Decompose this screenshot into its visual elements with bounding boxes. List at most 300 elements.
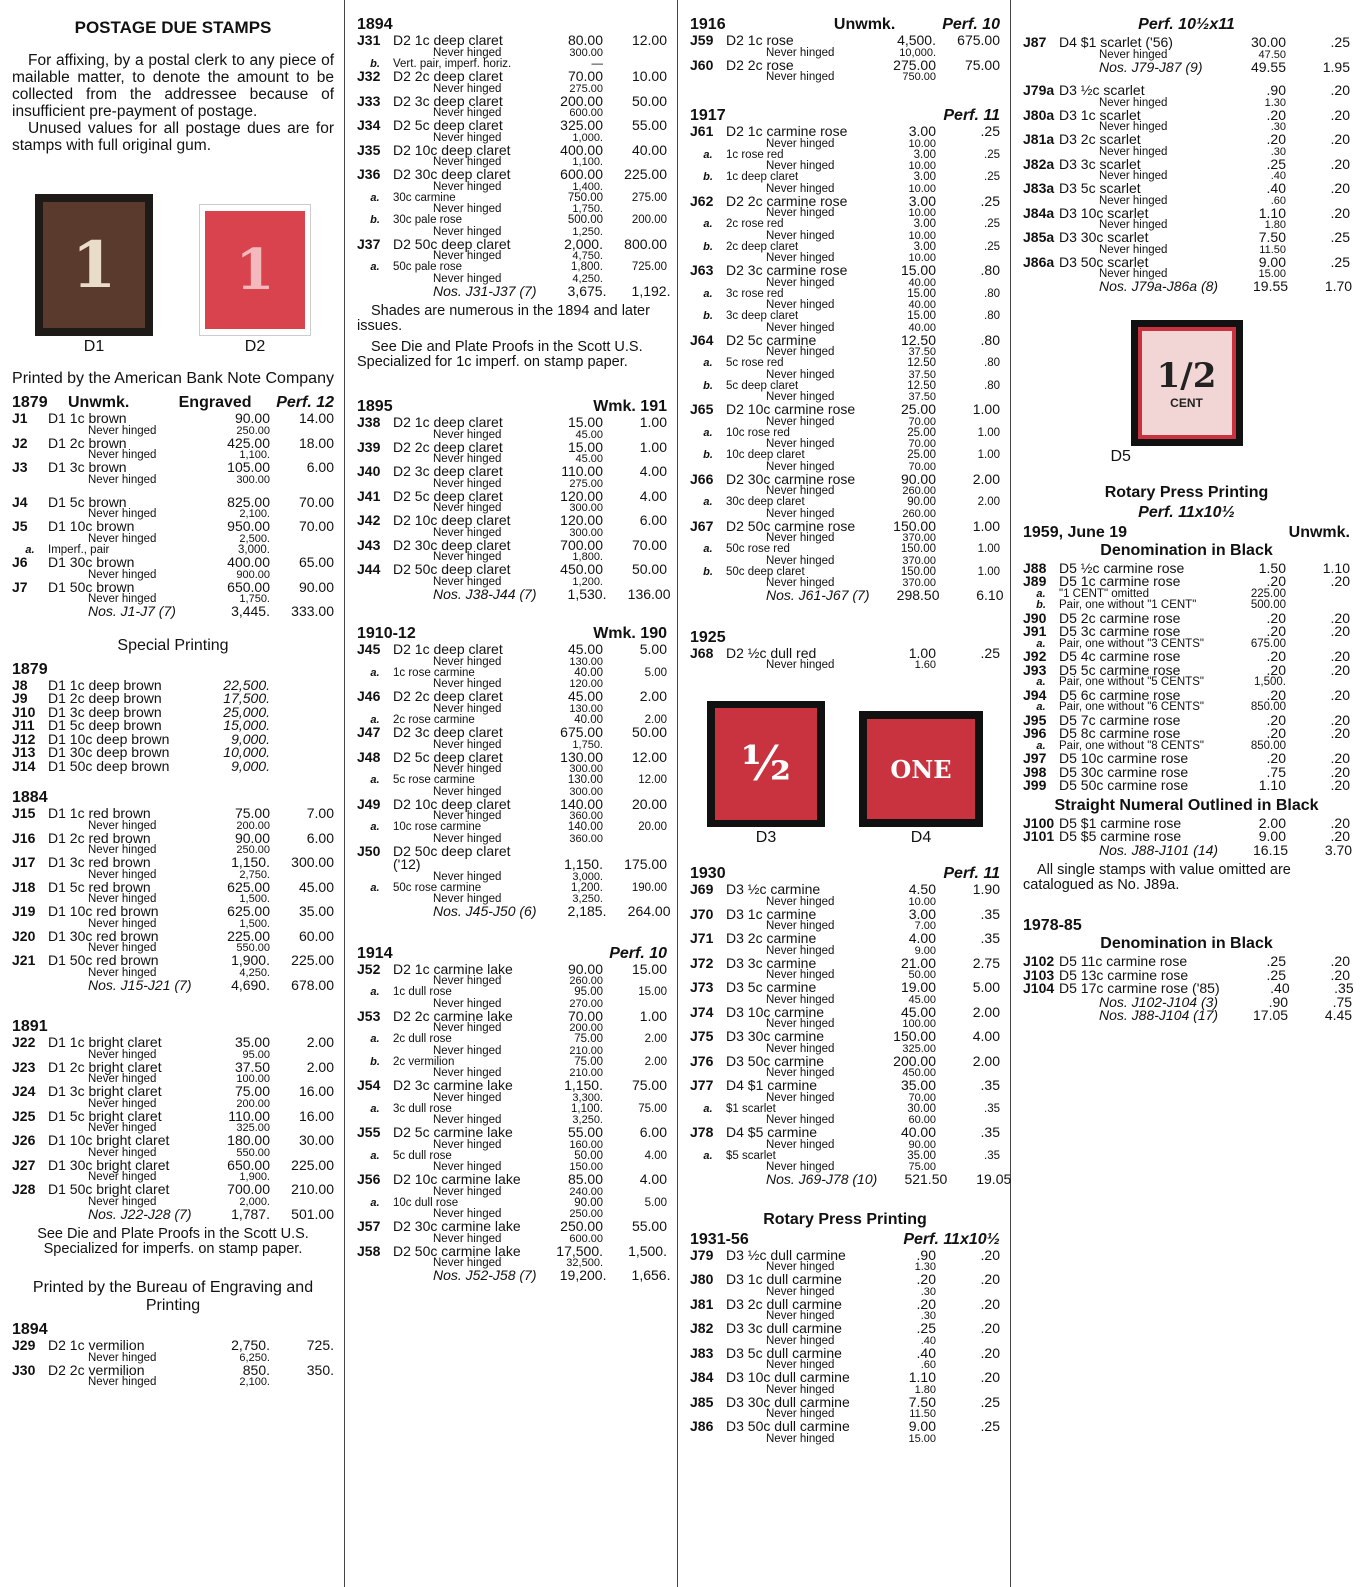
unused-value: 2,185. bbox=[567, 903, 607, 919]
never-hinged-label: Never hinged bbox=[433, 272, 502, 285]
unused-value: .25 bbox=[1266, 953, 1286, 969]
stamp-description: D3 30c dull carmine bbox=[726, 1393, 850, 1410]
stamp-description: D2 10c carmine rose bbox=[726, 401, 856, 417]
stamp-description: Pair, one without "5 CENTS" bbox=[1059, 676, 1204, 688]
used-value: 2.00 bbox=[972, 470, 1000, 487]
used-value: 2.00 bbox=[972, 1003, 1000, 1020]
catalogue-row bbox=[357, 514, 667, 528]
unused-value: 21.00 bbox=[900, 954, 936, 971]
never-hinged-label: Never hinged bbox=[88, 819, 157, 832]
catalogue-row bbox=[690, 883, 1000, 897]
unused-value: 110.00 bbox=[561, 463, 603, 479]
never-hinged-label: Never hinged bbox=[766, 895, 835, 908]
never-hinged-label: Never hinged bbox=[433, 763, 502, 775]
never-hinged-label: Never hinged bbox=[433, 225, 502, 238]
never-hinged-value: 750.00 bbox=[902, 71, 936, 83]
used-value: 1.10 bbox=[1322, 559, 1350, 576]
stamp-description: 2c rose carmine bbox=[393, 713, 475, 726]
never-hinged-label: Never hinged bbox=[766, 1161, 835, 1173]
used-value: .35 bbox=[980, 1124, 1000, 1140]
used-value: 678.00 bbox=[291, 976, 334, 993]
never-hinged-label: Never hinged bbox=[1099, 268, 1168, 280]
unused-value: 1,150. bbox=[231, 854, 270, 870]
unused-value: 22,500. bbox=[223, 676, 270, 693]
never-hinged-label: Never hinged bbox=[766, 276, 835, 289]
section-subtitle: Rotary Press Printing bbox=[763, 1210, 927, 1228]
never-hinged-row bbox=[690, 1093, 1000, 1104]
stamp-description: D2 50c deep claret bbox=[393, 235, 511, 252]
stamp-description: D2 2c carmine rose bbox=[726, 192, 848, 209]
catalogue-number: a. bbox=[370, 1102, 380, 1115]
catalogue-number: b. bbox=[703, 449, 713, 461]
used-value: .20 bbox=[1330, 155, 1350, 172]
never-hinged-label: Never hinged bbox=[88, 917, 157, 930]
never-hinged-value: 130.00 bbox=[569, 655, 603, 668]
unused-value: 4,690. bbox=[231, 976, 270, 993]
catalogue-row bbox=[357, 141, 667, 158]
used-value: 60.00 bbox=[298, 927, 334, 944]
unused-value: .20 bbox=[916, 1271, 936, 1287]
variety-row bbox=[690, 311, 1000, 323]
catalogue-number: J30 bbox=[12, 1361, 36, 1378]
catalogue-number: J3 bbox=[12, 459, 28, 475]
never-hinged-label: Never hinged bbox=[88, 424, 157, 437]
catalogue-number: J23 bbox=[12, 1058, 36, 1075]
unused-value: 1,800. bbox=[571, 261, 603, 273]
never-hinged-label: Never hinged bbox=[433, 832, 502, 845]
total-row bbox=[357, 1267, 671, 1283]
variety-row bbox=[690, 242, 1000, 254]
catalogue-row bbox=[690, 1322, 1000, 1336]
used-value: 350. bbox=[306, 1361, 334, 1378]
variety-row bbox=[357, 262, 667, 274]
unused-value: 80.00 bbox=[567, 32, 603, 48]
never-hinged-value: .30 bbox=[1270, 145, 1286, 158]
never-hinged-value: 325.00 bbox=[902, 1042, 936, 1055]
section-perf: Perf. 10 bbox=[942, 16, 1000, 33]
total-row bbox=[1023, 58, 1350, 75]
stamp-image-d5 bbox=[1131, 320, 1243, 446]
catalogue-row bbox=[357, 416, 667, 430]
catalogue-row bbox=[690, 1246, 1000, 1263]
catalogue-number: J79a bbox=[1023, 82, 1055, 98]
used-value: 333.00 bbox=[291, 603, 334, 619]
catalogue-row bbox=[690, 1052, 1000, 1069]
section-subtitle: Special Printing bbox=[117, 636, 229, 654]
stamp-description: D2 3c deep claret bbox=[393, 463, 503, 479]
never-hinged-label: Never hinged bbox=[433, 810, 502, 822]
never-hinged-row bbox=[690, 370, 1000, 381]
used-value: 15.00 bbox=[631, 960, 667, 977]
proof-note: See Die and Plate Proofs in the Scott U.S. Specialized for 1c imperf. on stamp paper. bbox=[357, 339, 643, 370]
section-header bbox=[357, 945, 667, 963]
unused-value: 1,530. bbox=[567, 585, 607, 602]
catalogue-number: J32 bbox=[357, 68, 381, 84]
catalogue-number: a. bbox=[370, 1033, 380, 1045]
unused-value: 950.00 bbox=[227, 518, 270, 534]
stamp-description: D2 ½c dull red bbox=[726, 644, 817, 661]
total-row bbox=[1023, 1007, 1353, 1023]
catalogue-number: J70 bbox=[690, 905, 714, 922]
never-hinged-value: 260.00 bbox=[902, 485, 936, 497]
catalogue-row bbox=[357, 643, 667, 657]
never-hinged-value: .40 bbox=[1270, 170, 1286, 182]
never-hinged-label: Never hinged bbox=[766, 1261, 835, 1273]
unused-value: 2,750. bbox=[231, 1337, 270, 1353]
used-value: .80 bbox=[984, 379, 1000, 392]
catalogue-row bbox=[1023, 253, 1350, 270]
stamp-description: D1 1c deep brown bbox=[48, 676, 162, 693]
catalogue-row bbox=[690, 1393, 1000, 1410]
stamp-description: D1 50c bright claret bbox=[48, 1181, 170, 1197]
used-value: .20 bbox=[1330, 573, 1350, 589]
stamp-description: D2 1c carmine rose bbox=[726, 123, 848, 139]
used-value: 40.00 bbox=[631, 141, 667, 158]
unused-value: 12.50 bbox=[907, 357, 936, 369]
used-value: 5.00 bbox=[639, 641, 667, 657]
catalogue-number: J42 bbox=[357, 512, 381, 528]
catalogue-number: J77 bbox=[690, 1077, 714, 1093]
never-hinged-value: 2,500. bbox=[239, 532, 270, 545]
catalogue-number: J89 bbox=[1023, 573, 1047, 589]
never-hinged-label: Never hinged bbox=[433, 1067, 502, 1079]
used-value: 5.00 bbox=[644, 1196, 667, 1209]
section-watermark: Unwmk. bbox=[68, 394, 130, 411]
never-hinged-label: Never hinged bbox=[766, 391, 835, 403]
used-value: 5.00 bbox=[644, 666, 667, 679]
catalogue-number: J55 bbox=[357, 1124, 381, 1140]
used-value: 1,500. bbox=[628, 1242, 667, 1259]
used-value: 1.70 bbox=[1324, 278, 1353, 294]
unused-value: 150.00 bbox=[900, 543, 936, 555]
unused-value: 90.00 bbox=[234, 829, 270, 846]
catalogue-number: J17 bbox=[12, 854, 36, 870]
catalogue-row bbox=[690, 192, 1000, 209]
unused-value: 17,500. bbox=[223, 690, 270, 706]
never-hinged-label: Never hinged bbox=[433, 1232, 502, 1245]
used-value: 4.45 bbox=[1324, 1007, 1353, 1023]
used-value: .25 bbox=[980, 192, 1000, 209]
stamp-description: D5 $1 carmine rose bbox=[1059, 814, 1182, 831]
used-value: 300.00 bbox=[291, 854, 334, 870]
unused-value: 625.00 bbox=[227, 903, 270, 919]
never-hinged-label: Never hinged bbox=[766, 207, 835, 219]
catalogue-number: J87 bbox=[1023, 34, 1047, 50]
catalogue-row bbox=[1023, 575, 1350, 589]
stamp-description: D2 5c deep claret bbox=[393, 117, 503, 133]
used-value: 725. bbox=[306, 1337, 334, 1353]
never-hinged-value: 4,250. bbox=[572, 272, 603, 285]
unused-value: 130.00 bbox=[560, 748, 603, 765]
variety-row bbox=[690, 219, 1000, 231]
section-year: 1879 bbox=[12, 660, 48, 678]
catalogue-row bbox=[690, 264, 1000, 278]
variety-row bbox=[357, 822, 667, 834]
never-hinged-label: Never hinged bbox=[766, 299, 835, 311]
unused-value: 850.00 bbox=[1250, 739, 1286, 752]
used-value: .20 bbox=[1330, 106, 1350, 123]
used-value: .20 bbox=[1330, 777, 1350, 793]
stamp-figure-d1 bbox=[35, 194, 153, 356]
stamp-description: 10c dull rose bbox=[393, 1196, 459, 1209]
never-hinged-value: 270.00 bbox=[569, 997, 603, 1010]
unused-value: 850.00 bbox=[1250, 701, 1286, 713]
used-value: .25 bbox=[980, 644, 1000, 661]
omitted-note: All single stamps with value omitted are catalogued as No. J89a. bbox=[1023, 862, 1291, 893]
unused-value: 19,200. bbox=[559, 1267, 607, 1283]
section-year: 1917 bbox=[690, 107, 726, 124]
stamp-description: D5 1c carmine rose bbox=[1059, 573, 1181, 589]
used-value: 75.00 bbox=[631, 1077, 667, 1093]
used-value: 70.00 bbox=[298, 518, 334, 534]
unused-value: 15.00 bbox=[907, 287, 936, 300]
unused-value: 3.00 bbox=[908, 123, 936, 139]
catalogue-row bbox=[690, 1126, 1000, 1140]
section-subtitle: Rotary Press Printing bbox=[1104, 483, 1269, 501]
unused-value: .20 bbox=[1266, 648, 1286, 664]
never-hinged-value: 120.00 bbox=[569, 678, 603, 690]
unused-value: 825.00 bbox=[227, 493, 270, 510]
catalogue-number: J88 bbox=[1023, 559, 1047, 576]
used-value: 1.00 bbox=[977, 449, 1000, 461]
stamp-description: D2 30c deep claret bbox=[393, 536, 511, 553]
catalogue-number: J44 bbox=[357, 561, 381, 577]
stamp-description: D5 3c carmine rose bbox=[1059, 623, 1181, 639]
unused-value: 225.00 bbox=[227, 927, 270, 944]
stamp-description: D2 10c deep claret bbox=[393, 141, 511, 158]
used-value: .20 bbox=[1330, 966, 1350, 983]
never-hinged-label: Never hinged bbox=[88, 1351, 157, 1364]
unused-value: 15.00 bbox=[900, 262, 936, 278]
catalogue-number: J85 bbox=[690, 1393, 714, 1410]
stamp-numeral: 1/2 bbox=[1156, 355, 1217, 396]
unused-value: 3,675. bbox=[567, 282, 607, 299]
catalogue-number: J78 bbox=[690, 1124, 714, 1140]
catalogue-row bbox=[357, 1126, 667, 1140]
catalogue-number: J11 bbox=[12, 717, 35, 733]
total-row bbox=[357, 282, 671, 299]
stamp-description: D2 1c rose bbox=[726, 32, 794, 48]
stamp-description: D5 11c carmine rose bbox=[1059, 953, 1188, 969]
stamp-description: 50c pale rose bbox=[393, 261, 463, 273]
catalogue-row bbox=[1023, 625, 1350, 639]
used-value: 65.00 bbox=[298, 554, 334, 570]
stamp-description: D3 3c scarlet bbox=[1059, 155, 1141, 172]
catalogue-number: J59 bbox=[690, 32, 714, 48]
stamp-description: D3 2c scarlet bbox=[1059, 131, 1141, 147]
stamp-description: D5 6c carmine rose bbox=[1059, 686, 1181, 703]
used-value: .20 bbox=[1330, 725, 1350, 741]
variety-row bbox=[357, 1151, 667, 1163]
stamp-figure-d4 bbox=[859, 711, 983, 847]
never-hinged-label: Never hinged bbox=[766, 1091, 835, 1104]
unused-value: 1,787. bbox=[231, 1205, 270, 1222]
never-hinged-value: 1.30 bbox=[1264, 96, 1286, 109]
used-value: .35 bbox=[1334, 980, 1354, 996]
used-value: .20 bbox=[1330, 180, 1350, 196]
catalogue-number: J38 bbox=[357, 414, 381, 430]
never-hinged-label: Never hinged bbox=[88, 1073, 157, 1085]
printer-note: Printed by the American Bank Note Company bbox=[12, 370, 334, 387]
catalogue-row bbox=[690, 331, 1000, 348]
stamp-description: D3 10c scarlet bbox=[1059, 204, 1149, 221]
never-hinged-value: 3,300. bbox=[572, 1091, 603, 1104]
never-hinged-value: 370.00 bbox=[902, 554, 936, 567]
catalogue-number: a. bbox=[703, 543, 713, 555]
catalogue-number: J84a bbox=[1023, 204, 1055, 221]
stamp-description: D4 $1 carmine bbox=[726, 1077, 818, 1093]
unused-value: 10,000. bbox=[223, 744, 270, 760]
never-hinged-label: Never hinged bbox=[766, 368, 835, 381]
never-hinged-label: Never hinged bbox=[766, 1042, 835, 1055]
variety-row bbox=[690, 567, 1000, 579]
catalogue-row bbox=[357, 92, 667, 109]
catalogue-number: J12 bbox=[12, 730, 36, 747]
used-value: .20 bbox=[980, 1320, 1000, 1336]
catalogue-number: J16 bbox=[12, 829, 36, 846]
catalogue-number: J9 bbox=[12, 690, 28, 706]
catalogue-number: J76 bbox=[690, 1052, 714, 1069]
unused-value: 90.00 bbox=[907, 496, 936, 508]
stamp-image-d1 bbox=[35, 194, 153, 336]
stamp-description: D2 2c rose bbox=[726, 56, 794, 73]
catalogue-row bbox=[690, 954, 1000, 971]
used-value: 6.00 bbox=[306, 829, 334, 846]
never-hinged-value: 37.50 bbox=[908, 391, 936, 403]
stamp-description: D3 50c carmine bbox=[726, 1052, 825, 1069]
stamp-image-d3 bbox=[707, 701, 825, 827]
never-hinged-label: Never hinged bbox=[433, 975, 502, 987]
unused-value: 521.50 bbox=[904, 1171, 948, 1187]
never-hinged-label: Never hinged bbox=[88, 893, 157, 905]
section-year: 1925 bbox=[690, 628, 726, 646]
unused-value: .25 bbox=[1266, 966, 1286, 983]
never-hinged-label: Never hinged bbox=[766, 1383, 835, 1396]
used-value: .25 bbox=[984, 171, 1000, 183]
unused-value: 250.00 bbox=[560, 1218, 603, 1234]
used-value: 264.00 bbox=[627, 903, 671, 919]
catalogue-number: J102 bbox=[1023, 953, 1055, 969]
unused-value: 75.00 bbox=[574, 1033, 603, 1045]
used-value: 1,192. bbox=[631, 282, 671, 299]
stamp-description: Nos. J22-J28 (7) bbox=[88, 1205, 192, 1222]
variety-row bbox=[690, 381, 1000, 393]
catalogue-row bbox=[12, 757, 334, 774]
never-hinged-value: 40.00 bbox=[908, 276, 936, 289]
stamp-description: D1 5c brown bbox=[48, 493, 127, 510]
unused-value: 140.00 bbox=[567, 821, 603, 833]
never-hinged-value: 40.00 bbox=[908, 299, 936, 311]
section-perf: Perf. 11 bbox=[943, 107, 1000, 124]
unused-value: 49.55 bbox=[1250, 58, 1286, 75]
catalogue-row bbox=[12, 1339, 334, 1353]
variety-row bbox=[357, 668, 667, 680]
unused-value: .20 bbox=[1266, 609, 1286, 626]
used-value: .35 bbox=[980, 930, 1000, 946]
never-hinged-label: Never hinged bbox=[433, 107, 502, 119]
used-value: 19.05 bbox=[976, 1171, 1012, 1187]
unused-value: .90 bbox=[1266, 82, 1286, 98]
catalogue-row bbox=[357, 487, 667, 504]
stamp-description: D5 13c carmine rose bbox=[1059, 966, 1189, 983]
catalogue-number: J80 bbox=[690, 1271, 714, 1287]
used-value: 1.00 bbox=[639, 1007, 667, 1024]
stamp-description: Nos. J69-J78 (10) bbox=[766, 1171, 878, 1187]
never-hinged-value: 11.50 bbox=[909, 1408, 936, 1420]
unused-value: 45.00 bbox=[900, 1003, 936, 1020]
stamp-description: 5c deep claret bbox=[726, 379, 799, 392]
catalogue-number: a. bbox=[370, 881, 380, 894]
stamp-description: 3c rose red bbox=[726, 287, 784, 300]
catalogue-row bbox=[357, 1220, 667, 1234]
unused-value: 1.10 bbox=[1258, 777, 1286, 793]
used-value: 16.00 bbox=[298, 1107, 334, 1124]
never-hinged-value: 1,000. bbox=[572, 131, 603, 144]
section-header bbox=[690, 1231, 1000, 1249]
unused-value: 1,100. bbox=[571, 1102, 603, 1115]
unused-value: 700.00 bbox=[227, 1181, 270, 1197]
never-hinged-label: Never hinged bbox=[433, 551, 502, 563]
catalogue-number: a. bbox=[370, 1149, 380, 1162]
never-hinged-label: Never hinged bbox=[433, 893, 502, 905]
never-hinged-label: Never hinged bbox=[766, 229, 835, 242]
never-hinged-value: 250.00 bbox=[569, 1208, 603, 1220]
stamp-description: D2 50c carmine lake bbox=[393, 1242, 521, 1259]
catalogue-row bbox=[12, 807, 334, 821]
stamp-description: D1 2c deep brown bbox=[48, 690, 162, 706]
stamp-description: Nos. J31-J37 (7) bbox=[433, 282, 537, 299]
stamp-description: D2 10c deep claret bbox=[393, 795, 511, 812]
catalogue-number: J92 bbox=[1023, 648, 1047, 664]
never-hinged-value: 10.00 bbox=[908, 252, 936, 264]
never-hinged-row bbox=[357, 1187, 667, 1198]
catalogue-number: J8 bbox=[12, 676, 28, 693]
stamp-description: D1 5c red brown bbox=[48, 878, 151, 895]
never-hinged-label: Never hinged bbox=[88, 593, 157, 605]
unused-value: 9.00 bbox=[1258, 253, 1286, 270]
catalogue-number: J26 bbox=[12, 1132, 36, 1148]
unused-value: 3.00 bbox=[908, 192, 936, 209]
catalogue-number: J101 bbox=[1023, 828, 1055, 844]
stamp-description: 30c carmine bbox=[393, 191, 456, 204]
catalogue-row bbox=[690, 56, 1000, 73]
stamp-description: Nos. J1-J7 (7) bbox=[88, 603, 176, 619]
catalogue-number: a. bbox=[703, 218, 713, 230]
catalogue-number: J39 bbox=[357, 438, 381, 455]
stamp-description: D3 5c scarlet bbox=[1059, 180, 1141, 196]
section-year: 1930 bbox=[690, 865, 726, 882]
never-hinged-label: Never hinged bbox=[88, 1122, 157, 1134]
stamp-numeral: 1 bbox=[43, 202, 145, 328]
never-hinged-label: Never hinged bbox=[766, 944, 835, 957]
catalogue-number: a. bbox=[370, 821, 380, 833]
variety-row bbox=[690, 289, 1000, 301]
never-hinged-value: 60.00 bbox=[908, 1114, 936, 1126]
catalogue-number: J4 bbox=[12, 493, 28, 510]
variety-row bbox=[357, 193, 667, 205]
never-hinged-label: Never hinged bbox=[766, 1067, 835, 1079]
intro-paragraph-gum: Unused values for all postage dues are for stamps with full original gum. bbox=[12, 120, 334, 154]
unused-value: 105.00 bbox=[227, 459, 270, 475]
stamp-description: Pair, one without "6 CENTS" bbox=[1059, 701, 1204, 713]
stamp-description: D2 2c deep claret bbox=[393, 68, 503, 84]
used-value: .80 bbox=[984, 287, 1000, 300]
stamp-description: D3 1c dull carmine bbox=[726, 1271, 842, 1287]
never-hinged-label: Never hinged bbox=[766, 1359, 835, 1371]
unused-value: 3,445. bbox=[231, 603, 270, 619]
never-hinged-value: 150.00 bbox=[569, 1161, 603, 1173]
unused-value: 9.00 bbox=[1258, 828, 1286, 844]
